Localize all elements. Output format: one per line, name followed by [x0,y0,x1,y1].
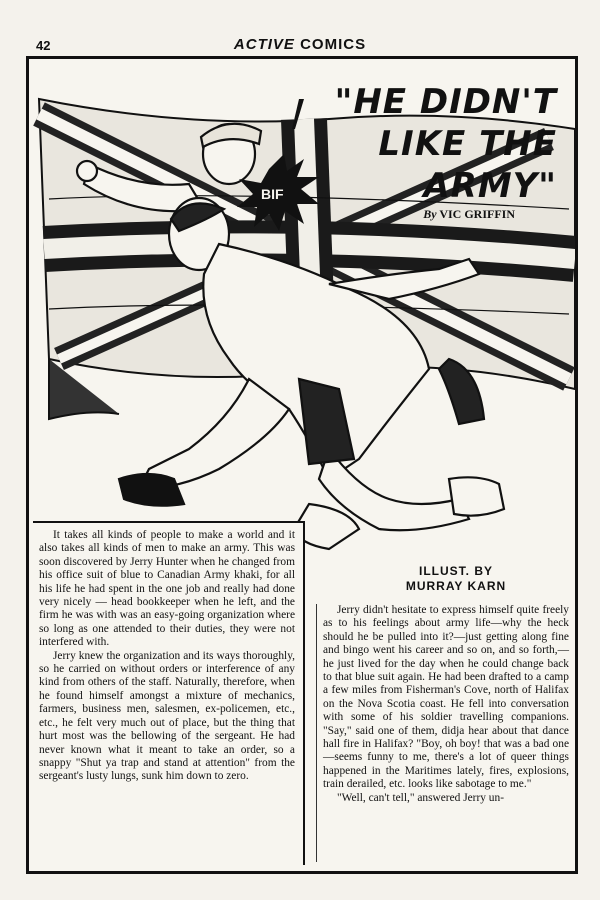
title-line-1: "HE DIDN'T [334,82,557,122]
title-line-3: ARMY" [423,166,557,206]
illustrator-credit [381,564,531,594]
magazine-name-comics: COMICS [300,36,367,53]
illustrator-line-1: ILLUST. BY [418,564,493,578]
magazine-name [0,36,600,53]
author-name: VIC GRIFFIN [439,207,515,221]
story-frame [26,56,578,874]
illustrator-line-2: MURRAY KARN [405,579,507,593]
magazine-name-active: ACTIVE [233,36,295,53]
page-number: 42 [36,38,51,53]
title-line-2: LIKE THE [378,124,557,164]
paragraph: Jerry didn't hesitate to express himself quite freely as to his feelings about army life—why the heck should he be pulled into it?—just getting along fine and bingo went his career and so on, and so forth,—he just lived for the day when he could change back to that blue suit again. He had been drafted to a camp a few miles from Fisherman's Cove, north of Halifax on the Nova Scotia coast. He fell into conversation with some of his soldier travelling companions. "Say," said one of them, didja hear about that dance hall fire in Halifax? "Boy, oh boy! that was a bad one—seems funny to me, there's a lot of queer things happened in the Maritimes lately, fires, explosions, train derailed, etc. looks like sabotage to me." [323,604,569,791]
column-divider [316,604,317,862]
right-text-column [319,604,571,866]
paragraph: Jerry knew the organization and its ways thoroughly, so he carried on without orders or interference of any kind from others of the staff. Naturally, therefore, when he found himself amongst a mixture of mechanics, farmers, business men, salesmen, ex-policemen, etc., etc., he felt very much out of place, but the thing that hurt most was the bellowing of the sergeant. He had never known what it meant to take an order, so a snappy "Shut ya trap and stand at attention" from the sergeant's lusty lungs, sunk him down to zero. [39,649,295,783]
byline-prefix: By [423,207,437,221]
left-text-column [33,521,305,865]
sound-effect: BIF [261,186,284,202]
paragraph: It takes all kinds of people to make a world and it also takes all kinds of men to make an army. This was soon discovered by Jerry Hunter when he changed from his office suit of blue to Canadian Army khaki, for all his life he had spent in the one job and really had done very nicely — head bookkeeper when he left, and the firm he was with was an easy-going organization where so long as one attended to their duties, they were not interfered with. [39,529,295,649]
byline [423,207,515,222]
paragraph: "Well, can't tell," answered Jerry un- [337,791,504,804]
story-title [307,81,557,207]
